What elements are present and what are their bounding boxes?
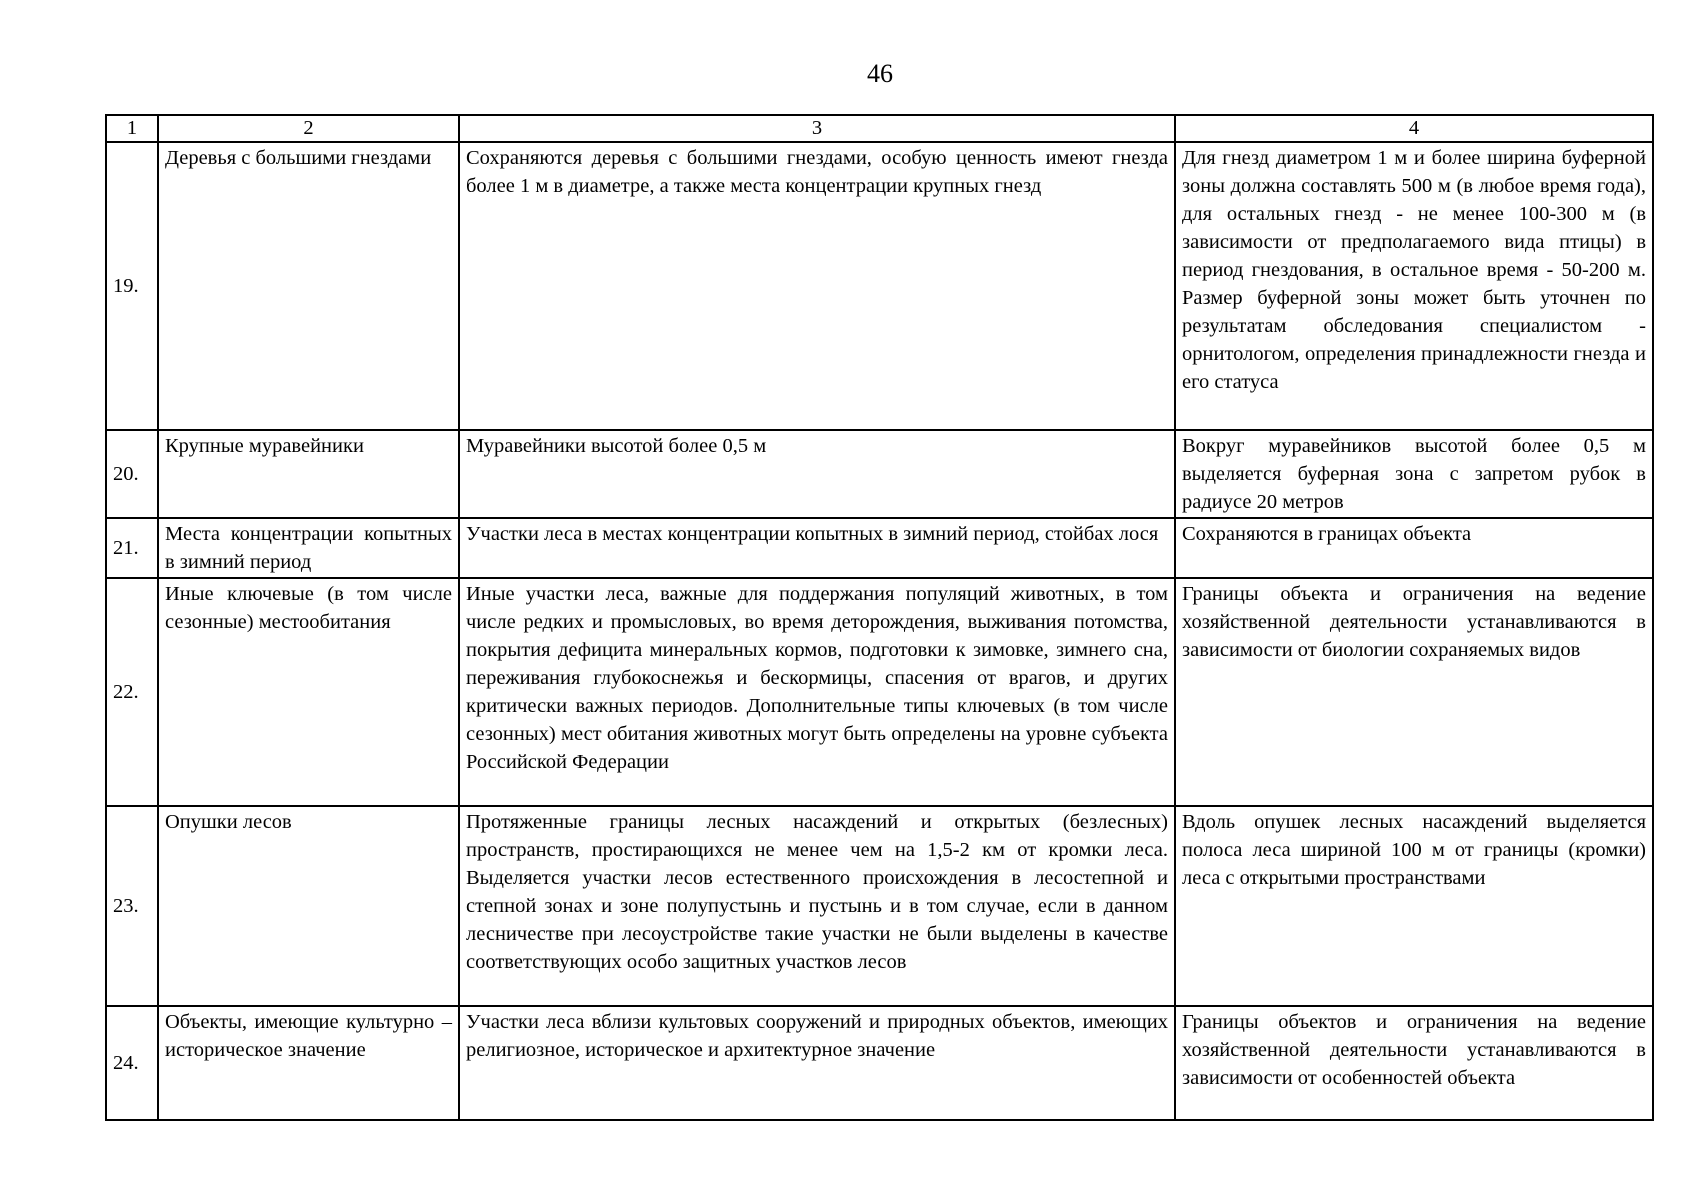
table-row xyxy=(106,1006,1653,1120)
table-body xyxy=(106,142,1653,1120)
row-number: 21. xyxy=(106,518,158,578)
column-header-4: 4 xyxy=(1175,115,1653,142)
row-number: 22. xyxy=(106,578,158,806)
row-regime: Границы объекта и ограничения на ведение хозяйственной деятельности устанавливаются в зависимости от биологии сохраняемых видов xyxy=(1175,578,1653,806)
row-description: Иные участки леса, важные для поддержания популяций животных, в том числе редких и промысловых, во время деторождения, выживания потомства, покрытия дефицита минеральных кормов, подготовки к зимовке, зимнего сна, переживания глубокоснежья и бескормицы, спасения от врагов, и других критически важных периодов. Дополнительные типы ключевых (в том числе сезонных) мест обитания животных могут быть определены на уровне субъекта Российской Федерации xyxy=(459,578,1175,806)
row-description: Сохраняются деревья с большими гнездами, особую ценность имеют гнезда более 1 м в диаметре, а также места концентрации крупных гнезд xyxy=(459,142,1175,430)
row-object: Деревья с большими гнездами xyxy=(158,142,459,430)
row-regime: Вокруг муравейников высотой более 0,5 м выделяется буферная зона с запретом рубок в радиусе 20 метров xyxy=(1175,430,1653,518)
header-row xyxy=(106,115,1653,142)
table-row xyxy=(106,142,1653,430)
row-description: Муравейники высотой более 0,5 м xyxy=(459,430,1175,518)
table-row xyxy=(106,430,1653,518)
row-regime: Сохраняются в границах объекта xyxy=(1175,518,1653,578)
document-table xyxy=(105,114,1654,1121)
row-object: Иные ключевые (в том числе сезонные) местообитания xyxy=(158,578,459,806)
table-row xyxy=(106,806,1653,1006)
row-number: 24. xyxy=(106,1006,158,1120)
table-row xyxy=(106,518,1653,578)
row-regime: Для гнезд диаметром 1 м и более ширина буферной зоны должна составлять 500 м (в любое время года), для остальных гнезд - не менее 100-300 м (в зависимости от предполагаемого вида птицы) в период гнездования, в остальное время - 50-200 м. Размер буферной зоны может быть уточнен по результатам обследования специалистом - орнитологом, определения принадлежности гнезда и его статуса xyxy=(1175,142,1653,430)
row-object: Места концентрации копытных в зимний период xyxy=(158,518,459,578)
row-description: Протяженные границы лесных насаждений и открытых (безлесных) пространств, простирающихся не менее чем на 1,5-2 км от кромки леса. Выделяется участки лесов естественного происхождения в лесостепной и степной зонах и зоне полупустынь и пустынь и в том случае, если в данном лесничестве при лесоустройстве такие участки не были выделены в качестве соответствующих особо защитных участков лесов xyxy=(459,806,1175,1006)
table-header xyxy=(106,115,1653,142)
row-description: Участки леса в местах концентрации копытных в зимний период, стойбах лося xyxy=(459,518,1175,578)
column-header-3: 3 xyxy=(459,115,1175,142)
column-header-1: 1 xyxy=(106,115,158,142)
row-object: Крупные муравейники xyxy=(158,430,459,518)
column-header-2: 2 xyxy=(158,115,459,142)
row-number: 23. xyxy=(106,806,158,1006)
row-number: 20. xyxy=(106,430,158,518)
row-regime: Вдоль опушек лесных насаждений выделяется полоса леса шириной 100 м от границы (кромки) леса с открытыми пространствами xyxy=(1175,806,1653,1006)
row-number: 19. xyxy=(106,142,158,430)
page-number: 46 xyxy=(867,59,893,88)
row-object: Опушки лесов xyxy=(158,806,459,1006)
table-row xyxy=(106,578,1653,806)
row-object: Объекты, имеющие культурно – историческое значение xyxy=(158,1006,459,1120)
row-description: Участки леса вблизи культовых сооружений и природных объектов, имеющих религиозное, историческое и архитектурное значение xyxy=(459,1006,1175,1120)
row-regime: Границы объектов и ограничения на ведение хозяйственной деятельности устанавливаются в зависимости от особенностей объекта xyxy=(1175,1006,1653,1120)
